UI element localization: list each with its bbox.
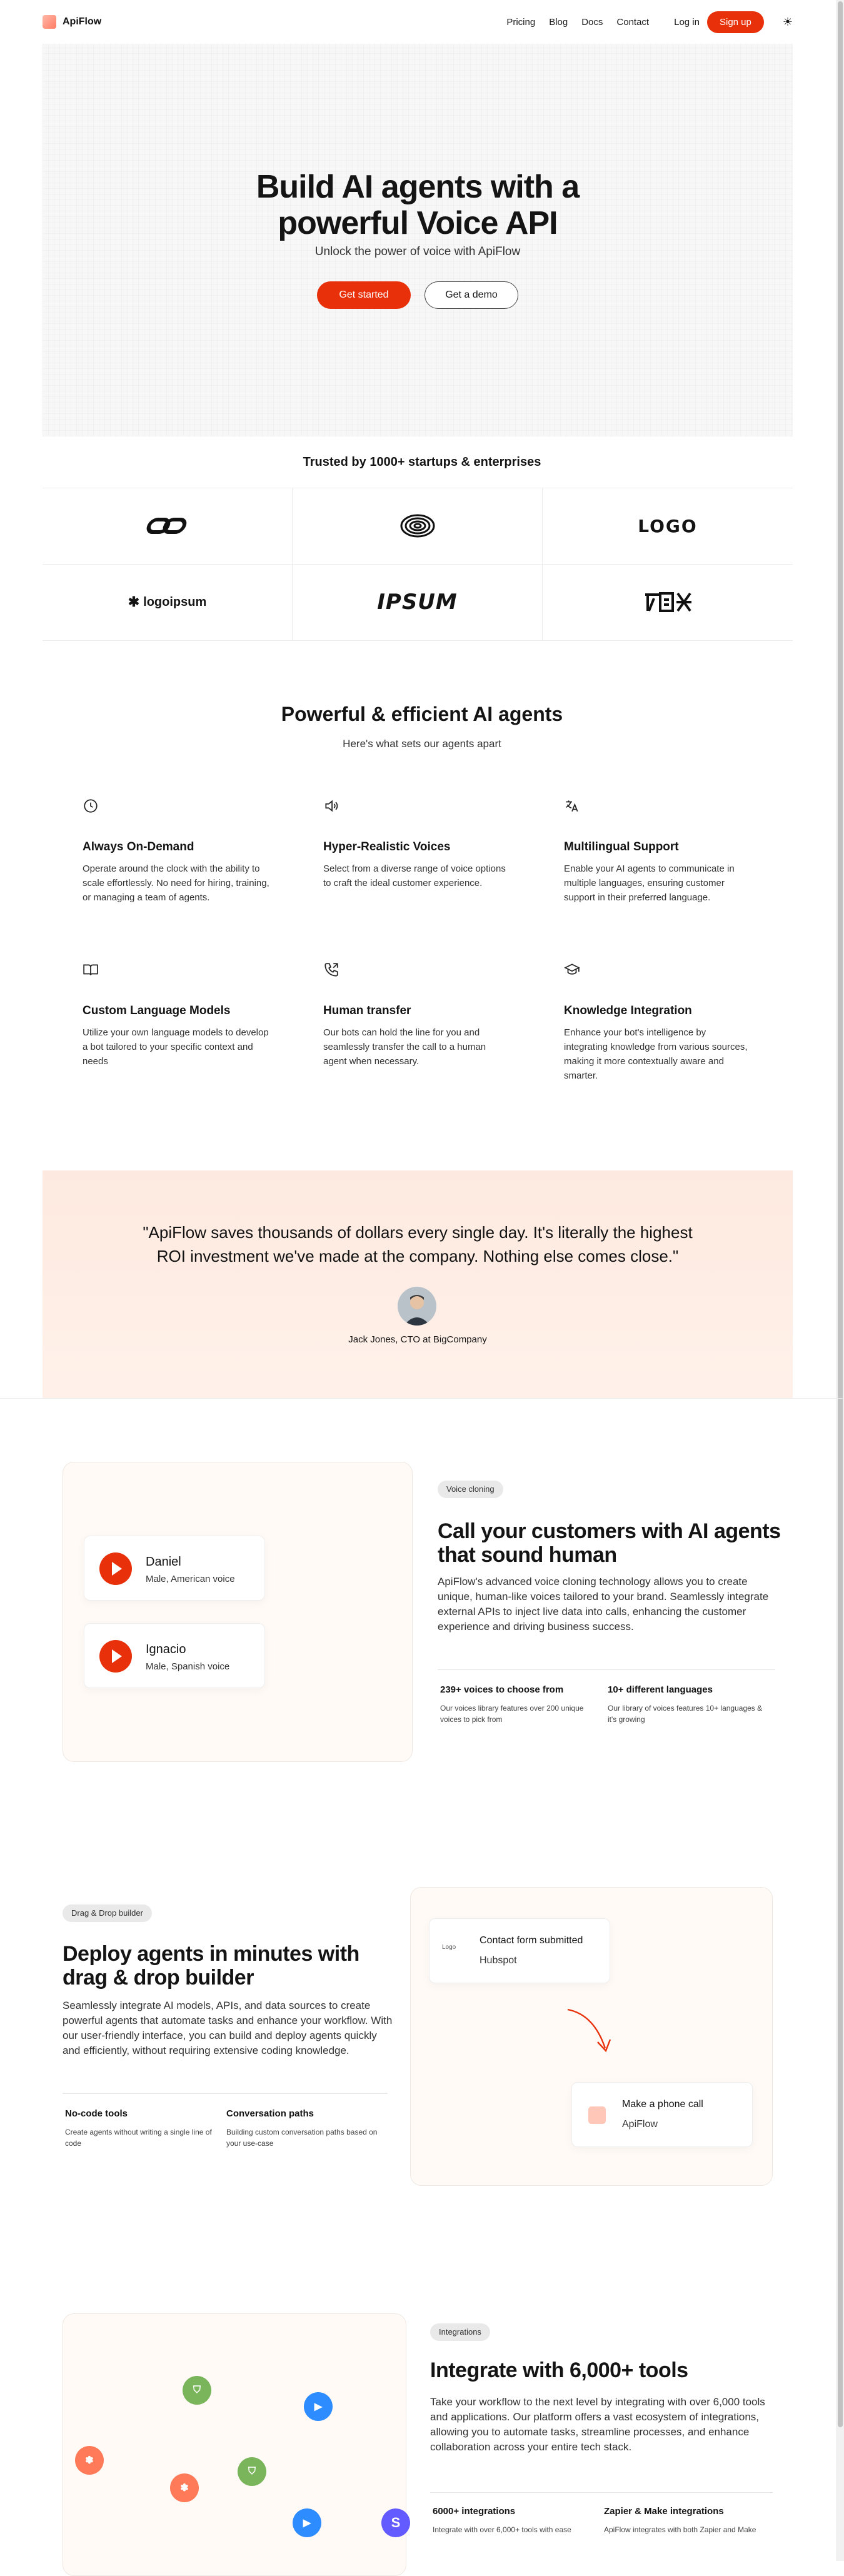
voice-description: Male, American voice xyxy=(146,1574,235,1584)
login-link[interactable]: Log in xyxy=(674,16,700,28)
feature-knowledge-integration xyxy=(564,962,751,1083)
stat-no-code xyxy=(65,2108,221,2149)
stat-conversation-paths xyxy=(226,2108,383,2149)
hero-title-line-1: Build AI agents with a xyxy=(256,169,580,205)
voice-option-daniel[interactable] xyxy=(84,1536,265,1601)
stripe-icon: S xyxy=(381,2508,410,2537)
page-scrollbar[interactable] xyxy=(836,0,844,2561)
stat-description: Integrate with over 6,000+ tools with ease xyxy=(433,2525,571,2534)
feature-title: Multilingual Support xyxy=(564,840,679,853)
feature-description: Enhance your bot's intelligence by integrating knowledge from various sources, making it more contextually aware and smarter. xyxy=(564,1027,748,1081)
partner-logo-logoipsum xyxy=(43,565,293,641)
feature-human-transfer xyxy=(323,962,511,1069)
voice-title-line-2: that sound human xyxy=(438,1543,617,1567)
feature-title: Custom Language Models xyxy=(83,1004,231,1017)
hero-section xyxy=(43,44,793,436)
stat-title: 239+ voices to choose from xyxy=(440,1684,564,1695)
translate-icon xyxy=(564,798,580,814)
partner-logo-chain xyxy=(43,488,293,565)
stat-description: Our library of voices features 10+ languages & it's growing xyxy=(608,1704,763,1724)
sun-icon[interactable]: ☀ xyxy=(782,15,793,28)
shopify-icon: ⛉ xyxy=(238,2457,266,2486)
voice-preview-card xyxy=(63,1462,413,1762)
feature-description: Select from a diverse range of voice options to craft the ideal customer experience. xyxy=(323,863,506,888)
flow-arrow-icon xyxy=(550,2001,625,2063)
builder-section-text: Seamlessly integrate AI models, APIs, and data sources to create powerful agents that automate tasks and enhance your workflow. With our user-friendly interface, you can build and deploy agents quickly and efficiently, without requiring extensive coding knowledge. xyxy=(63,2000,393,2056)
partner-logo-ipsum xyxy=(293,565,543,641)
stat-title: No-code tools xyxy=(65,2108,128,2119)
quote-line-2: ROI investment we've made at the company. Nothing else comes close." xyxy=(156,1247,679,1265)
apiflow-logo-icon xyxy=(588,2106,606,2124)
scrollbar-thumb[interactable] xyxy=(838,1,843,2427)
testimonial-quote xyxy=(136,1220,699,1268)
nav-link-blog[interactable]: Blog xyxy=(549,16,568,28)
feature-custom-language-models xyxy=(83,962,270,1069)
integrations-text: Take your workflow to the next level by integrating with over 6,000 tools and applications. Our platform offers a vast ecosystem of integrations, allowing you to automate tasks, streamline processes, and enhance collaboration across your entire tech stack. xyxy=(430,2396,765,2453)
voice-option-ignacio[interactable] xyxy=(84,1623,265,1688)
builder-title-line-2: drag & drop builder xyxy=(63,1966,254,1990)
play-icon[interactable] xyxy=(99,1552,132,1585)
avatar xyxy=(398,1287,436,1326)
fingerprint-logo-icon xyxy=(399,513,436,538)
nav-links xyxy=(506,11,793,33)
stat-voices xyxy=(440,1684,596,1725)
builder-title-line-1: Deploy agents in minutes with xyxy=(63,1942,359,1966)
sparkle-logo-icon: ✱ xyxy=(128,594,140,610)
clock-icon xyxy=(83,798,99,814)
partner-logo-logo xyxy=(543,488,793,565)
testimonial-author: Jack Jones, CTO at BigCompany xyxy=(348,1334,487,1345)
ipsum-wordmark: IPSUM xyxy=(377,590,458,615)
section-divider xyxy=(0,1398,844,1399)
hubspot-logo-icon: Logo xyxy=(442,1944,456,1951)
stat-description: Our voices library features over 200 unique voices to pick from xyxy=(440,1704,584,1724)
divider xyxy=(63,2093,388,2094)
voice-description: Male, Spanish voice xyxy=(146,1661,230,1672)
voice-name: Daniel xyxy=(146,1555,181,1569)
logo-grid xyxy=(43,488,793,641)
stat-description: Building custom conversation paths based on your use-case xyxy=(226,2128,378,2148)
brand-name: ApiFlow xyxy=(63,16,102,27)
testimonial-section xyxy=(43,1170,793,1398)
hero-title-line-2: powerful Voice API xyxy=(278,205,558,241)
logoipsum-wordmark: logoipsum xyxy=(143,595,207,609)
features-subtitle: Here's what sets our agents apart xyxy=(343,738,501,750)
feature-title: Always On-Demand xyxy=(83,840,194,853)
feature-title: Knowledge Integration xyxy=(564,1004,692,1017)
stat-integrations-count xyxy=(433,2506,589,2535)
stat-title: Zapier & Make integrations xyxy=(604,2506,724,2517)
nav-link-docs[interactable]: Docs xyxy=(581,16,603,28)
nav-link-pricing[interactable]: Pricing xyxy=(506,16,536,28)
quote-line-1: "ApiFlow saves thousands of dollars every single day. It's literally the highest xyxy=(143,1223,693,1242)
flow-node-subtitle: ApiFlow xyxy=(622,2119,658,2130)
flow-node-title: Make a phone call xyxy=(622,2099,703,2110)
logo-wordmark: LOGO xyxy=(638,515,698,536)
get-demo-button[interactable]: Get a demo xyxy=(425,281,518,309)
phone-icon xyxy=(323,962,339,978)
brand-logo-icon xyxy=(43,15,56,29)
stat-title: 10+ different languages xyxy=(608,1684,713,1695)
builder-tag: Drag & Drop builder xyxy=(63,1904,152,1922)
hero-subtitle: Unlock the power of voice with ApiFlow xyxy=(314,245,521,258)
get-started-button[interactable]: Get started xyxy=(317,281,411,309)
integrations-graph-card xyxy=(63,2313,406,2576)
feature-title: Human transfer xyxy=(323,1004,411,1017)
feature-always-on-demand xyxy=(83,798,270,905)
hero-title xyxy=(43,169,793,241)
stat-zapier-make xyxy=(604,2506,760,2535)
partner-logo-glyph xyxy=(543,565,793,641)
stat-languages xyxy=(608,1684,764,1725)
chain-logo-icon xyxy=(139,515,196,537)
graduation-cap-icon xyxy=(564,962,580,978)
feature-description: Operate around the clock with the ability to scale effortlessly. No need for hiring, training, or managing a team of agents. xyxy=(83,863,269,903)
voice-section-title xyxy=(438,1519,788,1567)
features-title: Powerful & efficient AI agents xyxy=(281,703,563,725)
top-navigation xyxy=(43,0,793,44)
integrations-tag: Integrations xyxy=(430,2323,490,2341)
hubspot-icon: ✽ xyxy=(170,2473,199,2502)
signup-button[interactable]: Sign up xyxy=(707,11,764,33)
speaker-icon xyxy=(323,798,339,814)
integrations-title: Integrate with 6,000+ tools xyxy=(430,2358,688,2382)
voice-cloning-tag: Voice cloning xyxy=(438,1481,503,1498)
stat-description: Create agents without writing a single line of code xyxy=(65,2128,212,2148)
book-icon xyxy=(83,962,99,978)
shopify-icon: ⛉ xyxy=(183,2376,211,2405)
trusted-title: Trusted by 1000+ startups & enterprises xyxy=(303,455,541,469)
stat-description: ApiFlow integrates with both Zapier and Make xyxy=(604,2525,756,2534)
divider xyxy=(438,1669,775,1670)
hero-actions xyxy=(43,281,793,309)
brand[interactable] xyxy=(43,15,101,29)
zoom-icon: ▶ xyxy=(293,2508,321,2537)
stat-title: Conversation paths xyxy=(226,2108,314,2119)
voice-title-line-1: Call your customers with AI agents xyxy=(438,1519,781,1543)
stat-title: 6000+ integrations xyxy=(433,2506,516,2517)
partner-logo-fingerprint xyxy=(293,488,543,565)
voice-name: Ignacio xyxy=(146,1643,186,1656)
flow-node-subtitle: Hubspot xyxy=(480,1955,517,1966)
feature-description: Enable your AI agents to communicate in multiple languages, ensuring customer support in their preferred language. xyxy=(564,863,735,903)
flow-node-phone-call[interactable] xyxy=(571,2082,753,2147)
person-avatar-icon xyxy=(398,1287,436,1326)
voice-section-text: ApiFlow's advanced voice cloning technology allows you to create unique, human-like voices tailored to your brand. Seamlessly integrate external APIs to inject live data into calls, enhancing the customer experience and driving business success. xyxy=(438,1576,769,1633)
builder-section-title xyxy=(63,1942,413,1990)
feature-title: Hyper-Realistic Voices xyxy=(323,840,451,853)
hubspot-icon: ✽ xyxy=(75,2446,104,2475)
feature-hyper-realistic-voices xyxy=(323,798,511,890)
zoom-icon: ▶ xyxy=(304,2392,333,2421)
flow-node-contact-form[interactable] xyxy=(429,1918,610,1983)
play-icon[interactable] xyxy=(99,1640,132,1673)
divider xyxy=(430,2492,773,2493)
feature-description: Utilize your own language models to develop a bot tailored to your specific context and needs xyxy=(83,1027,269,1067)
feature-description: Our bots can hold the line for you and seamlessly transfer the call to a human agent when necessary. xyxy=(323,1027,486,1067)
nav-link-contact[interactable]: Contact xyxy=(616,16,650,28)
feature-multilingual-support xyxy=(564,798,751,905)
flow-node-title: Contact form submitted xyxy=(480,1935,583,1946)
glyph-logo-icon xyxy=(641,590,694,615)
